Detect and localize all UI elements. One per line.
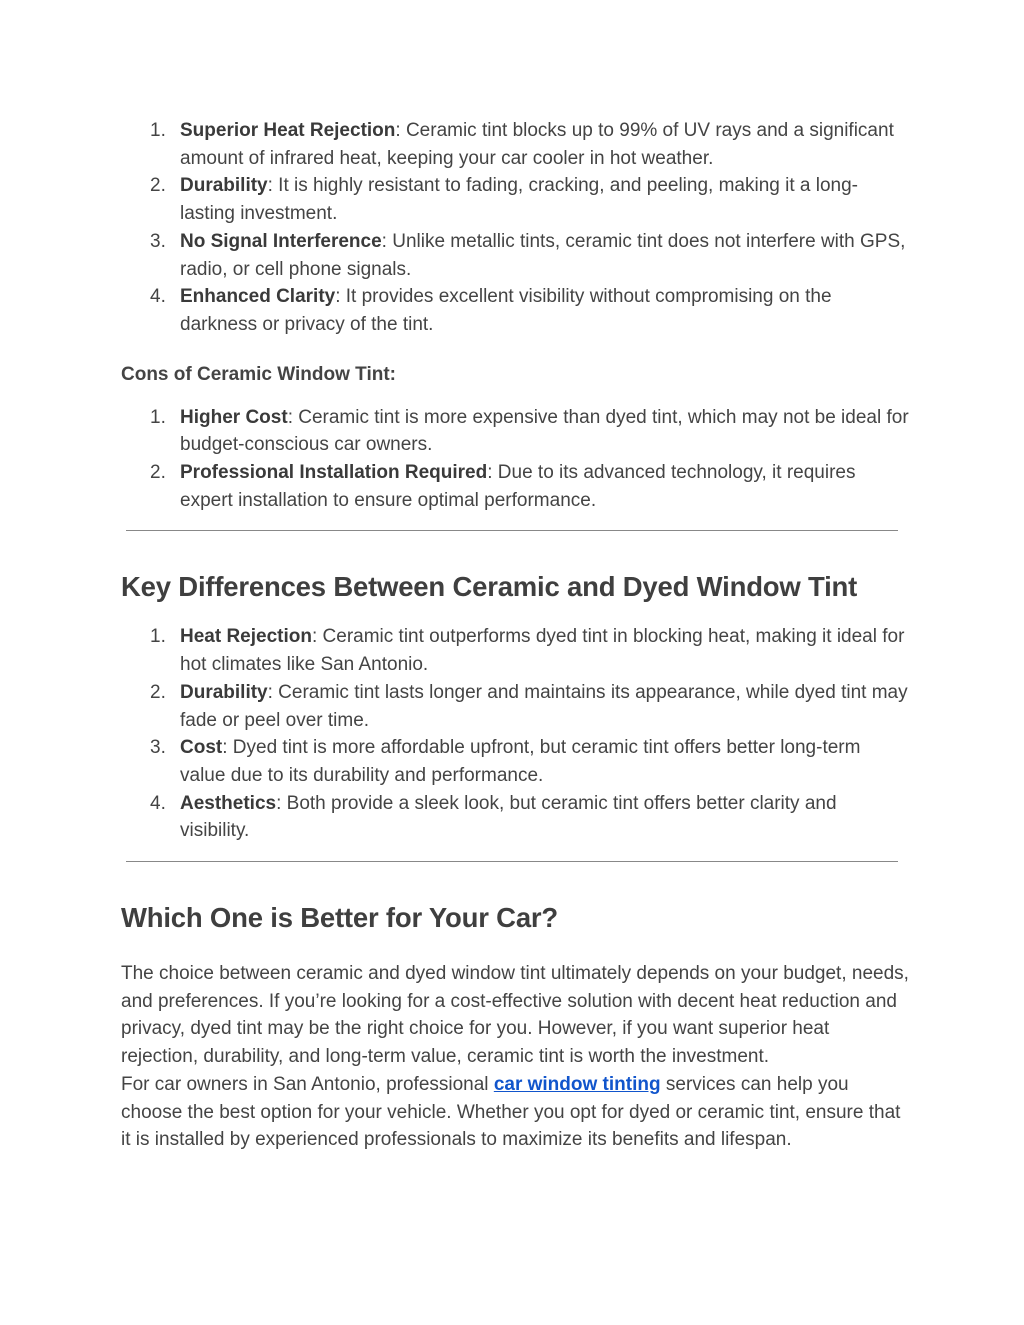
list-item-text: : Ceramic tint outperforms dyed tint in blocking heat, making it ideal for hot climates like San Antonio. [180,626,905,676]
paragraph-text: services can help you choose the best option for your vehicle. Whether you opt for dyed or ceramic tint, ensure that it is installed by experienced professionals to maximize its benefits and lifespan. [121,1073,901,1151]
pros-list [121,117,911,339]
list-item [121,623,911,678]
paragraph-text: For car owners in San Antonio, professional [121,1073,494,1095]
list-item-text: : It provides excellent visibility without compromising on the darkness or privacy of the tint. [180,286,832,335]
list-item [121,734,911,789]
list-item-text: : It is highly resistant to fading, cracking, and peeling, making it a long-lasting investment. [180,175,858,225]
differences-heading: Key Differences Between Ceramic and Dyed Window Tint [121,571,858,603]
list-item-text: : Unlike metallic tints, ceramic tint does not interfere with GPS, radio, or cell phone signals. [180,230,906,280]
list-item [121,790,911,845]
list-item-title: Enhanced Clarity [180,286,336,308]
list-item [121,117,911,172]
list-item-text: : Both provide a sleek look, but ceramic tint offers better clarity and visibility. [180,792,837,842]
list-item-text: : Dyed tint is more affordable upfront, but ceramic tint offers better long-term value due to its durability and performance. [180,737,861,786]
document-page [121,117,911,1154]
list-item-text: : Ceramic tint is more expensive than dyed tint, which may not be ideal for budget-conscious car owners. [180,406,909,456]
list-item-title: Cost [180,737,223,759]
list-item [121,283,911,338]
list-number: 2. [150,681,166,703]
list-item-title: Durability [180,681,268,703]
list-item-title: Heat Rejection [180,626,312,648]
list-number: 1. [150,120,166,141]
horizontal-rule [126,861,898,862]
conclusion-paragraph: The choice between ceramic and dyed window tint ultimately depends on your budget, needs, and preferences. If you’re looking for a cost-effective solution with decent heat reduction and privacy, dyed tint may be the right choice for you. However, if you want superior heat rejection, durability, and long-term value, ceramic tint is worth the investment. [121,963,909,1068]
list-number: 3. [150,737,166,759]
cons-heading: Cons of Ceramic Window Tint: [121,363,396,385]
list-item-title: No Signal Interference [180,230,382,252]
list-number: 2. [150,462,166,484]
differences-list [121,623,911,845]
list-number: 4. [150,792,166,814]
list-item-title: Professional Installation Required [180,462,488,484]
cons-list [121,404,911,515]
list-item [121,404,911,459]
list-item [121,459,911,514]
list-number: 4. [150,286,166,308]
list-item-title: Durability [180,175,268,197]
car-window-tinting-link[interactable]: car window tinting [493,1073,661,1095]
horizontal-rule [126,530,898,531]
list-number: 1. [150,406,166,428]
list-number: 1. [150,626,166,648]
list-item-text: : Ceramic tint blocks up to 99% of UV rays and a significant amount of infrared heat, keeping your car cooler in hot weather. [180,120,894,169]
list-item-text: : Due to its advanced technology, it requires expert installation to ensure optimal performance. [180,462,856,511]
list-item-title: Aesthetics [180,792,277,814]
recommendation-paragraph [121,1071,911,1154]
list-item-text: : Ceramic tint lasts longer and maintains its appearance, while dyed tint may fade or peel over time. [180,681,908,731]
list-item [121,228,911,283]
list-number: 3. [150,230,166,252]
list-item [121,679,911,734]
better-heading: Which One is Better for Your Car? [121,902,559,934]
list-item-title: Superior Heat Rejection [180,120,396,141]
list-item-title: Higher Cost [180,406,288,428]
list-number: 2. [150,175,166,197]
list-item [121,172,911,227]
